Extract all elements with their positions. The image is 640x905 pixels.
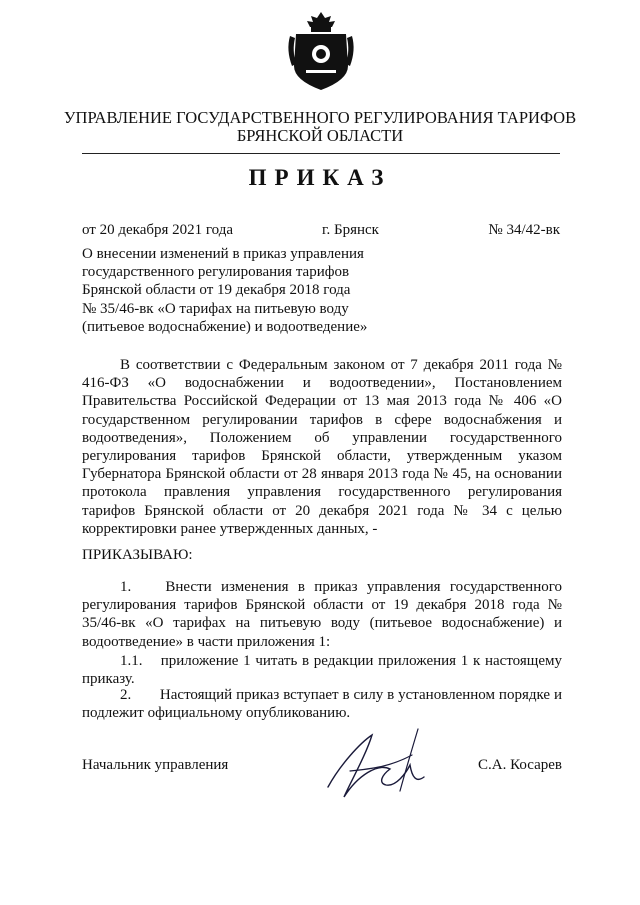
item-text: Внести изменения в приказ управления государственного регулирования тарифов Брянской области от 19 декабря 2018 года № 35/46-вк «О тарифах на питьевую воду (питьевое водоснабжение) и водоотведение» в части приложения 1: — [82, 579, 562, 650]
order-item — [82, 686, 562, 722]
header-divider — [82, 153, 560, 154]
organization-name-line1: УПРАВЛЕНИЕ ГОСУДАРСТВЕННОГО РЕГУЛИРОВАНИЯ ТАРИФОВ — [63, 108, 577, 127]
item-text: Настоящий приказ вступает в силу в установленном порядке и подлежит официальному опубликованию. — [82, 687, 562, 722]
document-subject — [82, 245, 412, 336]
document-title: ПРИКАЗ — [248, 165, 392, 190]
item-number: 1. — [120, 579, 132, 595]
coat-of-arms-icon — [286, 10, 356, 92]
item-number: 1.1. — [120, 653, 143, 669]
organization-name-line2: БРЯНСКОЙ ОБЛАСТИ — [236, 126, 404, 145]
subject-line: (питьевое водоснабжение) и водоотведение» — [82, 318, 368, 335]
document-city: г. Брянск — [322, 222, 379, 238]
handwritten-signature — [320, 725, 435, 803]
subject-line: Брянской области от 19 декабря 2018 года — [82, 282, 351, 299]
item-number: 2. — [120, 687, 132, 703]
preamble-paragraph: В соответствии с Федеральным законом от 7 декабря 2011 года № 416-ФЗ «О водоснабжении и водоотведении», Постановлением Правительства Российской Федерации от 13 мая 2013 года № 406 «О государственном регулировании тарифов в сфере водоснабжения и водоотведения», Положением об управлении государственного регулирования тарифов Брянской области, утвержденным указом Губернатора Брянской области от 28 января 2013 года № 45, на основании протокола правления управления государственного регулирования тарифов Брянской области от 20 декабря 2021 года № 34 с целью корректировки ранее утвержденных данных, - — [82, 357, 562, 537]
document-date: от 20 декабря 2021 года — [82, 222, 234, 238]
order-item — [82, 652, 562, 688]
document-number: № 34/42-вк — [488, 222, 560, 238]
item-text: приложение 1 читать в редакции приложения 1 к настоящему приказу. — [82, 653, 562, 688]
signatory-name: С.А. Косарев — [478, 757, 562, 773]
order-item — [82, 578, 562, 651]
order-word: ПРИКАЗЫВАЮ: — [82, 547, 193, 563]
subject-line: О внесении изменений в приказ управления — [82, 246, 364, 262]
subject-line: государственного регулирования тарифов — [82, 264, 350, 281]
subject-line: № 35/46-вк «О тарифах на питьевую воду — [82, 300, 349, 317]
signatory-position: Начальник управления — [82, 757, 229, 773]
